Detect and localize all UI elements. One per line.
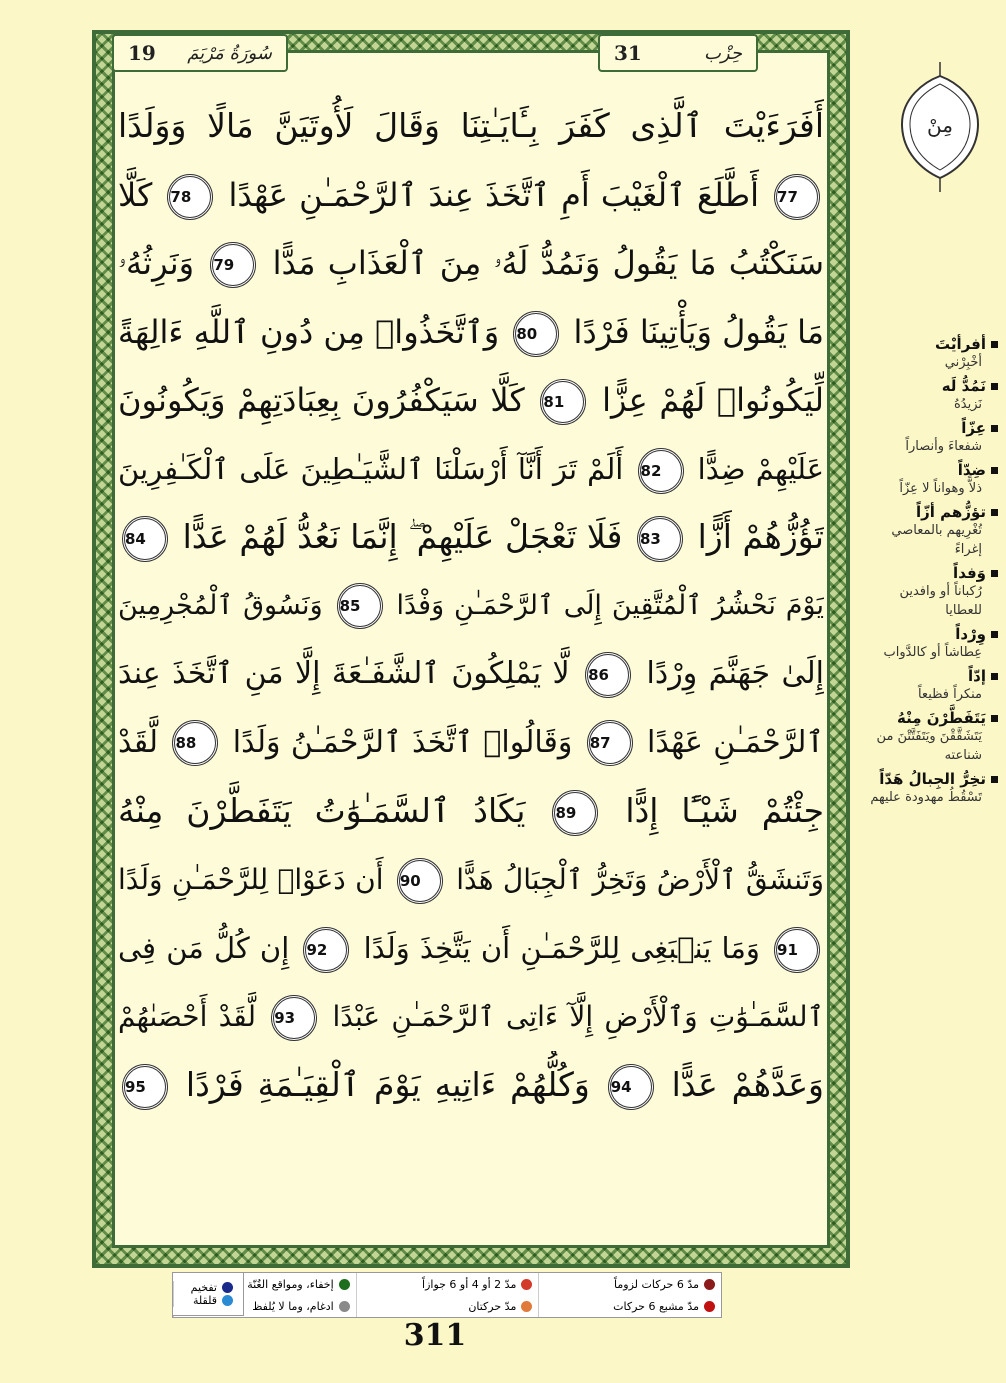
tajweed-legend-extra <box>172 1272 244 1316</box>
glossary-entry <box>866 709 998 765</box>
page-number: 311 <box>403 1318 467 1353</box>
glossary-meaning: شفعاءَ وأنصاراً <box>905 439 982 454</box>
glossary-entry <box>866 461 998 498</box>
verse-line <box>118 503 824 572</box>
ornament-badge-icon <box>898 62 982 192</box>
ayah-number-marker: 94 <box>608 1064 654 1110</box>
legend-label: ادغام، وما لا يُلفظ <box>252 1299 334 1313</box>
verse-text: ٱلرَّحْمَـٰنِ عَهْدًا <box>647 724 824 760</box>
legend-label: تفخيم <box>190 1281 217 1294</box>
verse-text: وَعَدَّهُمْ عَدًّا <box>671 1065 824 1104</box>
glossary-term: تخِرُّ الجِبالُ هَدّاً <box>866 770 998 788</box>
verse-text: يَوْمَ نَحْشُرُ ٱلْمُتَّقِينَ إِلَى ٱلرَّحْمَـٰنِ وَفْدًا <box>396 589 824 621</box>
verse-line <box>118 572 824 641</box>
verse-text: إِلَىٰ جَهَنَّمَ وِرْدًا <box>646 656 824 691</box>
color-dot-icon <box>521 1279 532 1290</box>
verse-text: وَٱتَّخَذُوا۟ مِن دُونِ ٱللَّهِ ءَالِهَةً <box>118 312 500 351</box>
verse-line <box>118 229 824 298</box>
ayah-number-marker: 83 <box>637 516 683 562</box>
legend-item <box>356 1273 539 1295</box>
surah-number: 19 <box>128 41 156 65</box>
surah-header <box>112 34 288 72</box>
legend-label: مدّ مشبع 6 حركات <box>613 1299 699 1313</box>
glossary-meaning: تُغْرِيهم بالمعاصي إغراءً <box>891 523 982 557</box>
glossary-meaning: عِطاشاً أو كالدَّواب <box>883 645 982 660</box>
glossary-meaning: تَسْقُطُ مهدودة عليهم <box>870 790 982 805</box>
legend-item <box>538 1295 721 1317</box>
verse-text: جِئْتُمْ شَيْـًٔا إِدًّا <box>625 791 824 830</box>
hizb-number: 31 <box>614 41 642 65</box>
glossary-term: يَتَفَطَّرْنَ مِنْهُ <box>866 709 998 727</box>
ayah-number-marker: 81 <box>540 379 586 425</box>
verse-text: تَؤُزُّهُمْ أَزًّا <box>697 517 824 556</box>
glossary-term: وِرْداً <box>866 625 998 643</box>
color-dot-icon <box>521 1301 532 1312</box>
verse-text: وَنَرِثُهُۥ <box>118 244 195 282</box>
ayah-number-marker: 89 <box>552 790 598 836</box>
legend-label: قلقلة <box>192 1294 217 1307</box>
quran-text <box>118 92 824 1242</box>
ayah-number-marker: 91 <box>774 927 820 973</box>
verse-text: لَّا يَمْلِكُونَ ٱلشَّفَـٰعَةَ إِلَّا مَنِ ٱتَّخَذَ عِندَ <box>118 656 570 691</box>
verse-text: فَلَا تَعْجَلْ عَلَيْهِمْ ۖ إِنَّمَا نَعُدُّ لَهُمْ عَدًّا <box>182 517 623 556</box>
glossary-entry <box>866 625 998 662</box>
verse-text: إِن كُلُّ مَن فِى <box>118 931 290 965</box>
glossary-term: نَمُدُّ لَه <box>866 377 998 395</box>
verse-text: وَنَسُوقُ ٱلْمُجْرِمِينَ <box>118 589 323 621</box>
verse-line <box>118 92 824 161</box>
hizb-header <box>598 34 758 72</box>
verse-text: كَلَّا سَيَكْفُرُونَ بِعِبَادَتِهِمْ وَيَكُونُونَ <box>118 381 525 419</box>
verse-line <box>118 914 824 983</box>
verse-line <box>118 777 824 846</box>
glossary-entry <box>866 419 998 456</box>
glossary-entry <box>866 377 998 414</box>
verse-text: وَمَا يَنۢبَغِى لِلرَّحْمَـٰنِ أَن يَتَّخِذَ وَلَدًا <box>363 931 760 965</box>
ayah-number-marker: 84 <box>122 516 168 562</box>
verse-line <box>118 366 824 435</box>
verse-line <box>118 435 824 504</box>
ayah-number-marker: 79 <box>210 242 256 288</box>
hizb-label: حِزْب <box>703 42 742 64</box>
ayah-number-marker: 88 <box>172 720 218 766</box>
ayah-number-marker: 78 <box>167 174 213 220</box>
verse-text: يَكَادُ ٱلسَّمَـٰوَٰتُ يَتَفَطَّرْنَ مِنْهُ <box>118 791 526 830</box>
verse-text: ٱلسَّمَـٰوَٰتِ وَٱلْأَرْضِ إِلَّآ ءَاتِى ٱلرَّحْمَـٰنِ عَبْدًا <box>332 999 824 1033</box>
legend-item <box>538 1273 721 1295</box>
legend-label: مدّ 2 أو 4 أو 6 جوازاً <box>422 1277 517 1291</box>
surah-name: سُورَةُ مَرْيَمَ <box>187 42 272 64</box>
ayah-number-marker: 86 <box>585 652 631 698</box>
legend-item <box>356 1295 539 1317</box>
ayah-number-marker: 95 <box>122 1064 168 1110</box>
verse-text: أَلَمْ تَرَ أَنَّآ أَرْسَلْنَا ٱلشَّيَـٰطِينَ عَلَى ٱلْكَـٰفِرِينَ <box>118 451 624 486</box>
legend-item <box>173 1281 239 1294</box>
verse-text: أَطَّلَعَ ٱلْغَيْبَ أَمِ ٱتَّخَذَ عِندَ ٱلرَّحْمَـٰنِ عَهْدًا <box>228 175 759 214</box>
color-dot-icon <box>339 1301 350 1312</box>
ayah-number-marker: 85 <box>337 583 383 629</box>
badge-label: مِنْ <box>927 113 953 137</box>
glossary-meaning: منكراً فظيعاً <box>917 687 982 702</box>
verse-line <box>118 1051 824 1120</box>
verse-text: مَا يَقُولُ وَيَأْتِينَا فَرْدًا <box>573 312 824 351</box>
verse-line <box>118 846 824 915</box>
verse-text: سَنَكْتُبُ مَا يَقُولُ وَنَمُدُّ لَهُۥ مِنَ ٱلْعَذَابِ مَدًّا <box>272 244 824 282</box>
glossary-entry <box>866 503 998 559</box>
legend-item <box>173 1294 239 1307</box>
glossary-term: إدّاً <box>866 667 998 685</box>
verse-line <box>118 298 824 367</box>
glossary-entry <box>866 564 998 620</box>
legend-label: مدّ حركتان <box>468 1299 517 1313</box>
glossary-term: أفرأيْتَ <box>866 335 998 353</box>
ayah-number-marker: 80 <box>513 311 559 357</box>
color-dot-icon <box>222 1282 233 1293</box>
glossary-meaning: ذلاًّ وهواناً لا عِزّاً <box>899 481 982 496</box>
ayah-number-marker: 87 <box>587 720 633 766</box>
glossary-meaning: نَزيدُهُ <box>953 397 982 412</box>
ayah-number-marker: 90 <box>397 858 443 904</box>
color-dot-icon <box>339 1279 350 1290</box>
glossary-meaning: أخْبِرْني <box>944 355 982 370</box>
verse-text: كَلَّا <box>118 175 153 214</box>
glossary-meaning: يَتَشَقَّقْنَ ويَتَفَتَّتْنَ من شناعته <box>876 729 982 763</box>
verse-line <box>118 640 824 709</box>
glossary-entry <box>866 667 998 704</box>
color-dot-icon <box>222 1295 233 1306</box>
glossary-term: وَفداً <box>866 564 998 582</box>
legend-label: مدّ 6 حركات لزوماً <box>614 1277 699 1291</box>
glossary-term: عِزّاً <box>866 419 998 437</box>
ayah-number-marker: 82 <box>638 448 684 494</box>
tajweed-legend <box>172 1272 722 1318</box>
verse-line <box>118 983 824 1052</box>
verse-line <box>118 709 824 778</box>
ayah-number-marker: 77 <box>774 174 820 220</box>
verse-text: وَكُلُّهُمْ ءَاتِيهِ يَوْمَ ٱلْقِيَـٰمَةِ فَرْدًا <box>185 1065 590 1104</box>
color-dot-icon <box>704 1301 715 1312</box>
ayah-number-marker: 93 <box>271 995 317 1041</box>
verse-line <box>118 161 824 230</box>
glossary-term: ضِدّاً <box>866 461 998 479</box>
verse-text: أَفَرَءَيْتَ ٱلَّذِى كَفَرَ بِـَٔايَـٰتِنَا وَقَالَ لَأُوتَيَنَّ مَالًا وَوَلَدًا <box>118 106 824 145</box>
ayah-number-marker: 92 <box>303 927 349 973</box>
color-dot-icon <box>704 1279 715 1290</box>
verse-text: عَلَيْهِمْ ضِدًّا <box>697 451 824 486</box>
legend-label: إخفاء، ومواقع الغُنّة <box>247 1277 334 1291</box>
verse-text: لَّقَدْ <box>118 724 159 760</box>
verse-text: أَن دَعَوْا۟ لِلرَّحْمَـٰنِ وَلَدًا <box>118 862 384 896</box>
verse-text: وَقَالُوا۟ ٱتَّخَذَ ٱلرَّحْمَـٰنُ وَلَدًا <box>232 724 573 760</box>
verse-text: لَّقَدْ أَحْصَىٰهُمْ <box>118 999 256 1033</box>
glossary-sidebar <box>866 335 998 812</box>
glossary-meaning: رُكباناً أو وافدين للعطايا <box>899 584 982 618</box>
glossary-entry <box>866 335 998 372</box>
verse-text: لِّيَكُونُوا۟ لَهُمْ عِزًّا <box>602 381 824 419</box>
glossary-entry <box>866 770 998 807</box>
verse-text: وَتَنشَقُّ ٱلْأَرْضُ وَتَخِرُّ ٱلْجِبَالُ هَدًّا <box>456 862 824 896</box>
glossary-term: تؤزُّهم أزّاً <box>866 503 998 521</box>
